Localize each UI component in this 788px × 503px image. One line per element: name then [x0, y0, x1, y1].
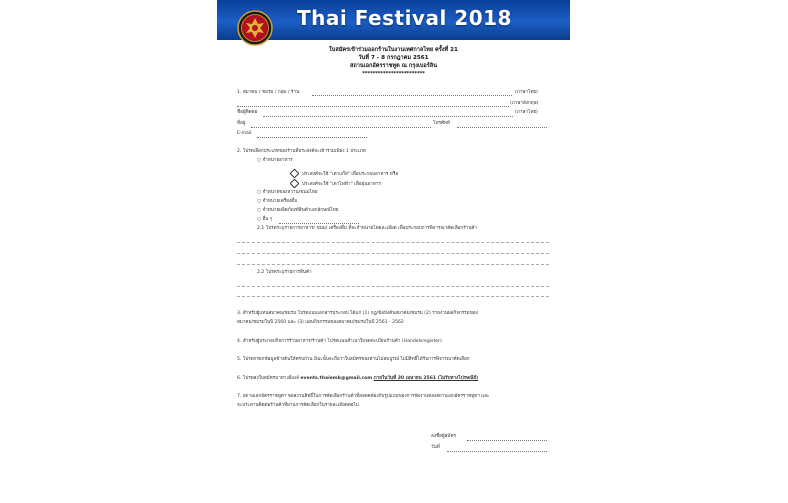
section4-line1: 4. สำหรับผู้ประกอบกิจการร้านอาหาร/ร้านค้า โปรดแนบสำเนาใบจดทะเบียนร้านค้า (Handelsregister)	[237, 339, 442, 344]
organization-label: 1. สมาคม / ชมรม / กลุ่ม / ร้าน	[237, 90, 300, 95]
note-2-1: 2.1 โปรดระบุรายการอาหาร/ ขนม/ เครื่องดื่ม ที่จะจำหน่ายโดยละเอียด เพื่อประกอบการพิจารณาคัดเลือกร้านค้า	[257, 226, 478, 231]
phone-field[interactable]	[457, 127, 547, 128]
answer-line[interactable]	[237, 264, 549, 265]
signature-label: ลงชื่อผู้สมัคร	[431, 434, 456, 439]
organization-field-thai[interactable]	[312, 95, 512, 96]
email-field[interactable]	[257, 137, 367, 138]
eng-note: (ภาษาอังกฤษ)	[510, 101, 539, 106]
embassy-emblem-icon	[237, 10, 273, 46]
option-food-electric[interactable]: ประสงค์จะใช้ "เตาไฟฟ้า" เพื่ออุ่นอาหาร	[291, 180, 381, 188]
signature-field[interactable]	[467, 440, 547, 441]
checkbox-icon	[290, 179, 300, 189]
contact-field[interactable]	[263, 116, 513, 117]
date-field[interactable]	[447, 451, 547, 452]
form-title: ใบสมัครเข้าร่วมออกร้านในงานเทศกาลไทย ครั้งที่ 21	[329, 47, 458, 53]
option-dessert[interactable]: ○ จำหน่ายของหวาน/ขนมไทย	[257, 190, 318, 195]
submission-email[interactable]: events.thaiemb@gmail.com	[300, 376, 373, 381]
other-field[interactable]	[279, 223, 359, 224]
answer-line[interactable]	[237, 286, 549, 287]
answer-line[interactable]	[237, 296, 549, 297]
section7-line1: 7. สถานเอกอัครราชทูตฯ ขอสงวนสิทธิ์ในการคัดเลือกร้านค้าที่สอดคล้องกับรูปแบบของการจัดงานของสถานเอกอัครราชทูตฯ และ	[237, 394, 490, 399]
phone-label: โทรศัพท์	[433, 121, 450, 126]
option-food[interactable]: ○ จำหน่ายอาหาร	[257, 158, 293, 163]
address-label: ที่อยู่	[237, 121, 246, 126]
section7-line2: จะประสานติดต่อร้านค้าที่ผ่านการคัดเลือกในรายละเอียดต่อไป	[237, 403, 359, 408]
checkbox-icon	[290, 169, 300, 179]
answer-line[interactable]	[237, 253, 549, 254]
section3-line1: 3. สำหรับผู้แทนสมาคม/ชมรม โปรดแนบเอกสารประกอบ ได้แก่ (1) กฎ/ข้อบังคับสมาคม/ชมรม (2) รายงานผลกิจกรรมของ	[237, 311, 478, 316]
banner-title: Thai Festival 2018	[297, 6, 512, 30]
date-label: วันที่	[431, 445, 440, 450]
banner	[217, 0, 570, 40]
section6-line1: 6. โปรดส่งใบสมัครมาทางอีเมล์ events.thaiemb@gmail.com ภายในวันที่ 30 เมษายน 2561 (ไม่รับทางไปรษณีย์)	[237, 376, 479, 381]
option-product[interactable]: ○ จำหน่ายผลิตภัณฑ์สินค้าเอกลักษณ์ไทย	[257, 208, 339, 213]
application-form-page	[217, 0, 570, 503]
deadline-text: ภายในวันที่ 30 เมษายน 2561 (ไม่รับทางไปรษณีย์)	[373, 376, 479, 381]
section3-line2: สมาคม/ชมรมในปี 2560 และ (3) แผนกิจกรรมของสมาคม/ชมรมในปี 2561 - 2562	[237, 320, 404, 325]
answer-line[interactable]	[237, 242, 549, 243]
organization-field-eng[interactable]	[237, 106, 509, 107]
type-label: 2. โปรดเลือกประเภทของร้านที่ประสงค์จะเข้าร่วมเพียง 1 ประเภท	[237, 149, 366, 154]
thai-note: (ภาษาไทย)	[515, 90, 538, 95]
option-other[interactable]: ○ อื่น ๆ	[257, 217, 273, 222]
form-date: วันที่ 7 - 8 กรกฎาคม 2561	[358, 55, 429, 61]
option-drink[interactable]: ○ จำหน่ายเครื่องดื่ม	[257, 199, 298, 204]
address-field[interactable]	[251, 127, 431, 128]
option-food-gas[interactable]: ประสงค์จะใช้ "เตาแก๊ส" เพื่อประกอบอาหาร หรือ	[291, 170, 398, 178]
contact-note: (ภาษาไทย)	[515, 110, 538, 115]
section5-line1: 5. โปรดกรอกข้อมูลข้างต้นให้ครบถ้วน มิฉะนั้นจะถือว่าใบสมัครของท่านไม่สมบูรณ์ ไม่มีสิทธิ์ได้รับการพิจารณาคัดเลือก	[237, 357, 470, 362]
form-divider: ************************	[362, 71, 425, 77]
email-label: E-mail	[237, 131, 252, 136]
form-venue: สถานเอกอัครราชทูต ณ กรุงเบอร์ลิน	[349, 63, 438, 69]
contact-label: ชื่อผู้ติดต่อ	[237, 110, 258, 115]
note-2-2: 2.2 โปรดระบุรายการสินค้า	[257, 270, 312, 275]
